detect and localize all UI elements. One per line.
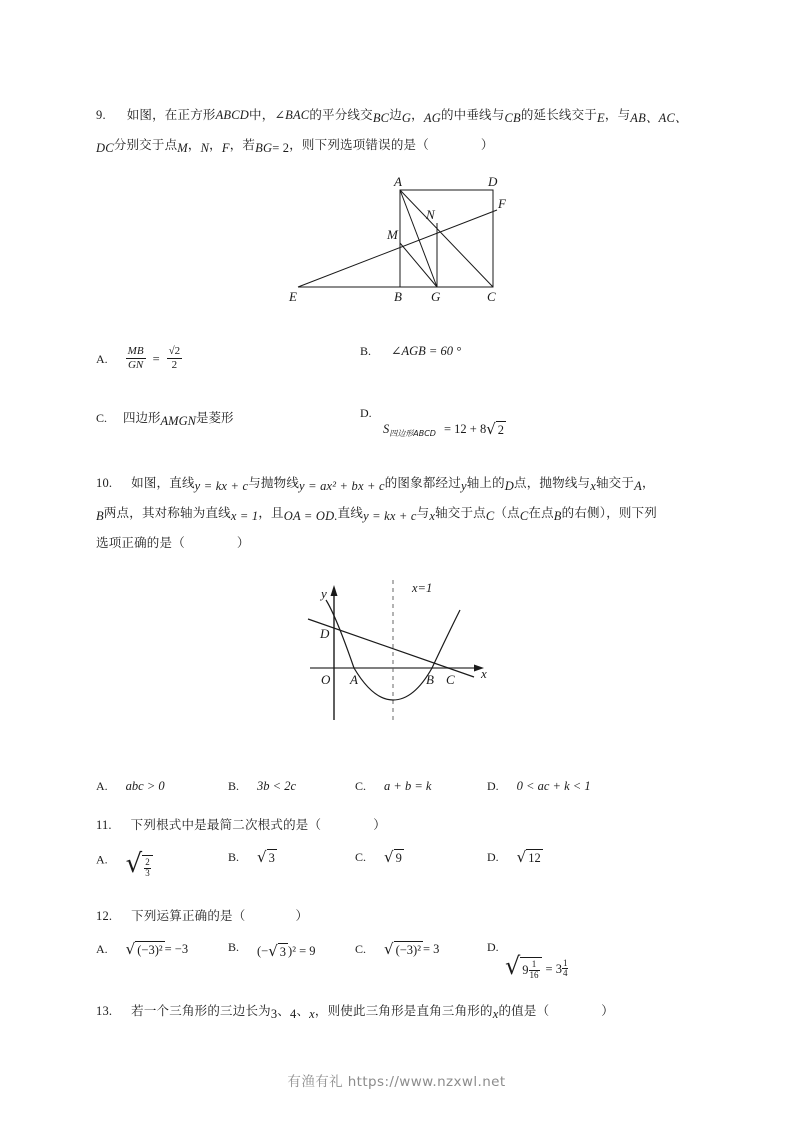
option-a-text: abc > 0 [125, 779, 165, 793]
option-d-rest: = 12 + 8 [443, 422, 487, 437]
question-11-option-d[interactable] [487, 848, 543, 867]
fig9-label-C: C [487, 289, 496, 304]
option-d-label: D. [360, 406, 372, 420]
q10-stem-part: 点，抛物线与 [514, 475, 591, 490]
question-9-option-c[interactable] [96, 408, 233, 427]
question-12-option-b[interactable] [228, 942, 316, 961]
q9-stem-part: ABCD [215, 108, 250, 122]
question-10-option-b[interactable] [228, 777, 296, 795]
q10-stem-part: （点 [494, 505, 520, 520]
q10-stem-part: 与 [416, 505, 430, 520]
sqrt-symbol: √ 9 $\frac{1}{16}$ [505, 957, 542, 981]
q13-stem-part: 4 [290, 1007, 297, 1021]
question-11-number: 11. [96, 818, 112, 832]
fig9-label-E: E [289, 289, 297, 304]
question-11-option-a[interactable] [96, 848, 153, 880]
option-b-label: B. [360, 344, 372, 358]
q9-stem-part: BC [372, 111, 390, 125]
q10-stem-part: C [485, 509, 495, 523]
fig9-label-B: B [394, 289, 402, 304]
q13-stem-part: x [492, 1007, 499, 1021]
option-d-eq: = 3 [545, 961, 562, 976]
radicand: 12 [528, 851, 541, 865]
q10-stem-part: 轴上的 [466, 475, 505, 490]
q10-stem-part: 的右侧 [561, 505, 600, 520]
q9-stem-part: F [221, 141, 230, 155]
frac-numerator: √2 [168, 345, 181, 357]
q13-stem-part: 3 [270, 1007, 278, 1021]
frac-denominator: 16 [529, 969, 539, 980]
question-9-stem-line2 [96, 130, 732, 160]
q9-stem-part: ， [187, 137, 201, 152]
q10-stem-part: 轴交于 [595, 475, 635, 490]
q10-stem-part: y = kx + c [194, 479, 249, 493]
q13-stem-part: ，则使此三角形是直角三角形的 [314, 1003, 493, 1018]
question-12-option-a[interactable] [96, 940, 188, 959]
fig9-label-D: D [488, 175, 498, 189]
q9-stem-part: 边 [389, 107, 402, 122]
q9-stem-part: DC [96, 141, 114, 155]
question-9 [96, 100, 736, 160]
footer-watermark: 有渔有礼 https://www.nzxwl.net [287, 1074, 506, 1090]
frac-numerator: 2 [145, 857, 150, 867]
option-b-label: B. [228, 940, 240, 955]
option-a-label: A. [96, 351, 108, 366]
option-c-text: 四边形 [123, 410, 161, 425]
q9-stem-part: 的中垂线与 [440, 107, 505, 122]
mixed-fraction [529, 960, 540, 981]
q13-stem-part: 、 [277, 1003, 290, 1018]
question-9-figure [280, 175, 530, 310]
fig10-label-O: O [321, 672, 331, 687]
fig9-label-A: A [394, 175, 402, 189]
question-9-option-a[interactable] [96, 346, 182, 372]
q9-stem-part: G [401, 111, 412, 125]
q9-stem-part: ，则下列选项错误的是（ [289, 137, 429, 152]
q9-stem-part: CB [504, 111, 521, 125]
q9-stem-part: E [597, 111, 605, 125]
sqrt-symbol: √ 3 [268, 942, 287, 960]
option-d-label: D. [487, 779, 499, 793]
question-13-number: 13. [96, 1004, 113, 1018]
option-d-text: 0 < ac + k < 1 [516, 779, 591, 793]
radicand-fraction [144, 858, 151, 879]
option-d-label: D. [487, 850, 499, 865]
q10-stem-part: ， [641, 475, 655, 490]
option-c-label: C. [355, 942, 367, 957]
question-12-option-c[interactable] [355, 940, 439, 959]
radicand: 3 [279, 945, 287, 959]
q10-stem-part: ），则下列 [599, 505, 658, 520]
question-12-option-d[interactable] [505, 952, 568, 981]
option-b-label: B. [228, 850, 240, 865]
result-fraction [562, 959, 569, 980]
q11-stem-text: 下列根式中是最简二次根式的是（ [130, 817, 322, 832]
radicand: (−3)² [395, 943, 421, 957]
q9-stem-part: M [177, 141, 188, 155]
q10-stem-part: x [590, 479, 596, 493]
question-10 [96, 468, 736, 558]
q12-stem-text: 下列运算正确的是（ [131, 908, 246, 923]
question-9-number: 9. [96, 108, 106, 122]
sqrt-symbol: √ 3 [257, 848, 275, 866]
q9-stem-part: ， [209, 137, 222, 152]
frac-numerator: MB [127, 345, 144, 357]
q13-stem-part: ） [601, 1003, 614, 1018]
q10-stem-part: OA = OD. [283, 509, 338, 523]
question-11 [96, 812, 386, 838]
q9-stem-part: ∠BAC [274, 108, 310, 122]
question-13-stem [96, 998, 614, 1024]
question-9-option-b[interactable] [360, 342, 461, 360]
option-c-label: C. [96, 411, 108, 425]
fig9-label-G: G [431, 289, 441, 304]
question-12 [96, 903, 308, 929]
frac-numerator: 1 [529, 960, 540, 971]
frac-numerator: 1 [562, 957, 568, 968]
q9-stem-part: BG [255, 141, 273, 155]
question-9-option-d[interactable] [383, 420, 506, 439]
option-c-rest: = 3 [422, 942, 440, 957]
frac-denominator: 2 [171, 358, 178, 371]
option-a-label: A. [96, 779, 108, 793]
fig10-vline-label: x=1 [412, 581, 433, 595]
fig9-label-F: F [498, 196, 506, 211]
q12-stem-end: ） [295, 908, 309, 923]
equals-sign: = [152, 351, 160, 366]
option-b-label: B. [228, 779, 240, 793]
q10-stem-part: B [96, 509, 104, 523]
question-10-number: 10. [96, 476, 113, 490]
frac-denominator: 4 [562, 968, 568, 979]
sqrt-symbol: √ 12 [516, 848, 541, 866]
question-11-stem [96, 812, 386, 838]
option-a-fraction-right [167, 345, 183, 371]
q9-stem-part: 分别交于点 [113, 137, 178, 152]
q10-stem-part: A [634, 479, 642, 493]
sqrt-symbol: √ (−3)² [384, 940, 421, 958]
q9-stem-part: ） [480, 137, 494, 152]
question-9-stem [96, 100, 732, 130]
q10-stem-part: 与抛物线 [248, 475, 300, 490]
q9-stem-part: ，若 [229, 137, 256, 152]
q9-stem-part: 的延长线交于 [520, 107, 598, 122]
option-b-pre: (− [257, 944, 269, 959]
question-9-option-d-label[interactable] [360, 404, 372, 422]
q10-stem-part: 轴交于点 [435, 505, 486, 520]
q13-stem-part: 、 [296, 1003, 310, 1018]
question-13 [96, 998, 614, 1024]
q9-stem-part: N [200, 141, 210, 155]
q10-stem-part: ） [236, 535, 250, 550]
q10-stem-part: C [519, 509, 529, 523]
q10-stem-part: y [460, 479, 467, 493]
sqrt-symbol: √ $\frac{2}{3}$ [126, 855, 153, 879]
radicand: 3 [268, 851, 275, 865]
fig9-label-N: N [426, 207, 435, 222]
fig10-label-B: B [426, 672, 434, 687]
option-b-text: 3b < 2c [257, 779, 296, 793]
sqrt-symbol: √ 9 [384, 848, 402, 866]
option-c-text: a + b = k [384, 779, 432, 793]
q9-stem-part: ， [411, 107, 424, 122]
q10-stem-part: y = ax² + bx + c [299, 479, 385, 493]
mixed-whole: 9 [522, 963, 529, 978]
q10-stem-part: B [553, 509, 562, 523]
q9-stem-part: ，与 [604, 107, 631, 122]
q13-stem-part: x [309, 1007, 315, 1021]
q10-stem-part: D [504, 479, 515, 493]
q10-stem-part: y = kx + c [363, 509, 417, 523]
q10-stem-part: 如图，直线 [131, 475, 195, 490]
area-symbol: S [383, 422, 390, 437]
q10-stem-part: 直线 [337, 505, 364, 520]
frac-denominator: 3 [145, 867, 150, 878]
question-12-stem [96, 903, 308, 929]
question-10-figure [288, 572, 503, 737]
q10-stem-part: 选项正确的是（ [96, 535, 185, 550]
sqrt-symbol: √ (−3)² [125, 940, 163, 958]
option-c-text-end: 是菱形 [195, 410, 234, 425]
fig9-label-M: M [387, 227, 398, 242]
q9-stem-part: 的平分线交 [309, 107, 373, 122]
q13-stem-part: 若一个三角形的三边长为 [131, 1003, 271, 1018]
option-b-text: ∠AGB = 60 ° [391, 344, 462, 358]
area-subscript: 四边形ABCD [389, 429, 436, 439]
question-11-option-c[interactable] [355, 848, 404, 867]
question-12-option-d-label[interactable] [487, 938, 499, 956]
q9-stem-part: 中， [249, 107, 275, 122]
question-10-stem-line2 [96, 498, 736, 528]
option-b-post: )² = 9 [288, 944, 316, 959]
question-10-option-a[interactable] [96, 777, 165, 795]
radicand: (−3)² [137, 943, 163, 957]
q9-stem-part: 如图，在正方形 [126, 107, 216, 122]
fig10-label-C: C [446, 672, 455, 687]
option-a-fraction-left [126, 345, 146, 371]
option-c-quad: AMGN [160, 414, 196, 428]
q10-stem-part: ，且 [258, 505, 284, 520]
q9-stem-part: AG [423, 111, 441, 125]
option-c-label: C. [355, 779, 367, 793]
option-a-rest: = −3 [164, 942, 189, 957]
radicand: 2 [497, 423, 505, 437]
question-11-option-b[interactable] [228, 848, 277, 867]
question-12-number: 12. [96, 909, 113, 923]
question-10-option-c[interactable] [355, 777, 431, 795]
q10-stem-part: x = 1 [230, 509, 259, 523]
frac-denominator: GN [127, 358, 144, 371]
q9-stem-part: AB、AC、 [630, 111, 688, 125]
q9-stem-part: = 2 [272, 141, 290, 155]
option-a-label: A. [96, 942, 108, 957]
q10-stem-part: x [429, 509, 436, 523]
sqrt-symbol: √ 2 [486, 420, 505, 438]
q13-stem-part: 的值是（ [498, 1003, 550, 1018]
q10-stem-part: 两点，其对称轴为直线 [103, 505, 231, 520]
radicand: 9 [395, 851, 402, 865]
fig10-label-y: y [321, 586, 327, 601]
fig10-label-A: A [350, 672, 358, 687]
option-c-label: C. [355, 850, 367, 865]
fig10-label-D: D [320, 626, 330, 641]
option-d-label: D. [487, 940, 499, 954]
q11-stem-end: ） [373, 817, 386, 832]
question-10-stem-line3 [96, 528, 736, 558]
q10-stem-part: 在点 [528, 505, 554, 520]
option-a-label: A. [96, 852, 108, 867]
question-10-stem-line1 [96, 468, 736, 498]
fig10-label-x: x [481, 666, 487, 681]
q10-stem-part: 的图象都经过 [384, 475, 461, 490]
question-10-option-d[interactable] [487, 777, 591, 795]
